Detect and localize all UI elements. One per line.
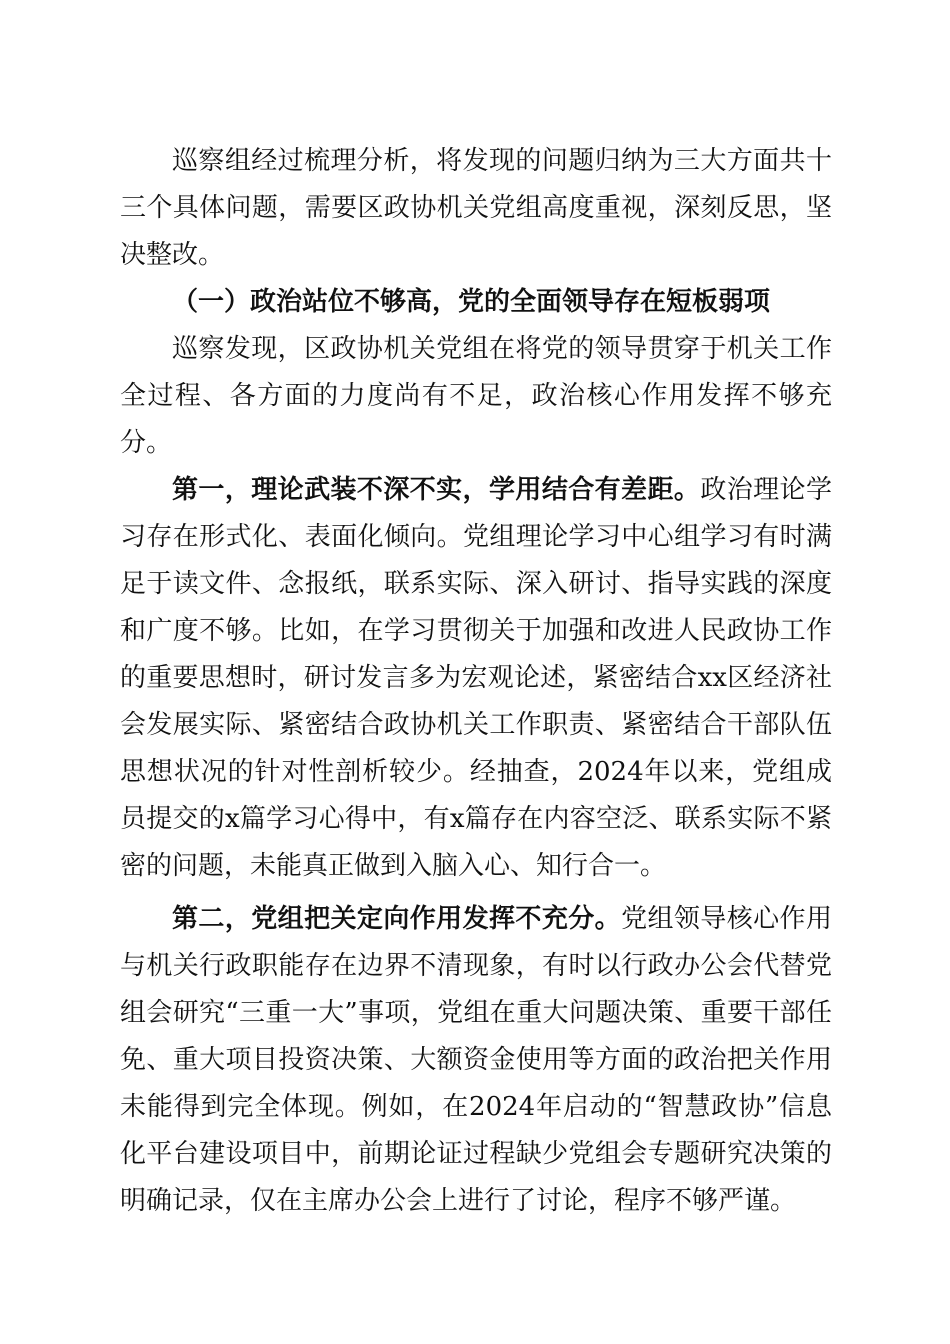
section-1-summary-text: 巡察发现，区政协机关党组在将党的领导贯穿于机关工作全过程、各方面的力度尚有不足，政治核心作用发挥不够充分。 [120,334,832,458]
point-1-text: 政治理论学习存在形式化、表面化倾向。党组理论学习中心组学习有时满足于读文件、念报纸，联系实际、深入研讨、指导实践的深度和广度不够。比如，在学习贯彻关于加强和改进人民政协工作的重要思想时，研讨发言多为宏观论述，紧密结合xx区经济社会发展实际、紧密结合政协机关工作职责、紧密结合干部队伍思想状况的针对性剖析较少。经抽查，2024年以来，党组成员提交的x篇学习心得中，有x篇存在内容空泛、联系实际不紧密的问题，未能真正做到入脑入心、知行合一。 [120,475,832,881]
intro-paragraph [120,138,832,279]
point-2-text: 党组领导核心作用与机关行政职能存在边界不清现象，有时以行政办公会代替党组会研究“三重一大”事项，党组在重大问题决策、重要干部任免、重大项目投资决策、大额资金使用等方面的政治把关作用未能得到完全体现。例如，在2024年启动的“智慧政协”信息化平台建设项目中，前期论证过程缺少党组会专题研究决策的明确记录，仅在主席办公会上进行了讨论，程序不够严谨。 [120,904,832,1216]
section-heading-1-text: （一）政治站位不够高，党的全面领导存在短板弱项 [172,287,771,317]
point-2-lead: 第二，党组把关定向作用发挥不充分。 [172,904,622,934]
intro-paragraph-text: 巡察组经过梳理分析，将发现的问题归纳为三大方面共十三个具体问题，需要区政协机关党组高度重视，深刻反思，坚决整改。 [120,146,832,270]
section-heading-1 [120,279,832,326]
point-1-lead: 第一，理论武装不深不实，学用结合有差距。 [172,475,701,505]
point-1-paragraph [120,467,832,890]
point-2-paragraph [120,896,832,1225]
section-1-summary-paragraph [120,326,832,467]
document-body [120,138,832,1225]
